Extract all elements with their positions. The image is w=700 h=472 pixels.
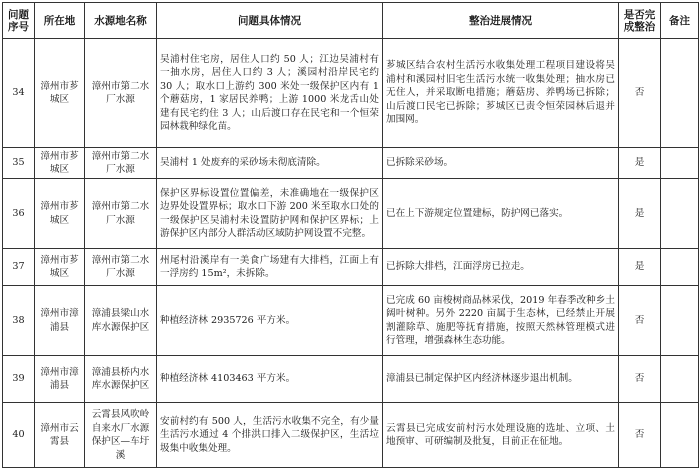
- row-problem: 州尾村沿溪岸有一美食广场建有大排档，江面上有一浮房约 15m²，未拆除。: [157, 249, 383, 286]
- row-progress: 漳浦县已制定保护区内经济林逐步退出机制。: [383, 356, 619, 403]
- row-note: [661, 179, 699, 249]
- row-no: 35: [3, 148, 35, 179]
- row-source: 漳州市第二水厂水源: [85, 249, 157, 286]
- header-done: 是否完成整治: [619, 3, 661, 39]
- row-no: 39: [3, 356, 35, 403]
- row-no: 37: [3, 249, 35, 286]
- row-problem: 保护区界标设置位置偏差，未准确地在一级保护区边界处设置界标；取水口下游 200 米至取水口处的一级保护区吴浦村未设置防护网和保护区界标；上游保护区内部分人群活动区域防护网设置不完整。: [157, 179, 383, 249]
- row-source: 漳州市第二水厂水源: [85, 179, 157, 249]
- row-note: [661, 356, 699, 403]
- row-no: 38: [3, 286, 35, 356]
- row-source: 漳浦县梁山水库水源保护区: [85, 286, 157, 356]
- row-problem: 吴浦村 1 处废弃的采砂场未彻底清除。: [157, 148, 383, 179]
- row-no: 36: [3, 179, 35, 249]
- row-no: 40: [3, 403, 35, 468]
- row-source: 漳州市第二水厂水源: [85, 148, 157, 179]
- row-done: 是: [619, 179, 661, 249]
- row-place: 漳州市芗城区: [35, 39, 85, 148]
- row-progress: 已拆除采砂场。: [383, 148, 619, 179]
- row-progress: 已在上下游规定位置建标，防护网已落实。: [383, 179, 619, 249]
- header-place: 所在地: [35, 3, 85, 39]
- header-progress: 整治进展情况: [383, 3, 619, 39]
- header-note: 备注: [661, 3, 699, 39]
- row-source: 云霄县风吹岭自来水厂水源保护区—车圩溪: [85, 403, 157, 468]
- table-row: [3, 403, 699, 468]
- row-place: 漳州市芗城区: [35, 179, 85, 249]
- row-done: 否: [619, 39, 661, 148]
- table-row: [3, 286, 699, 356]
- table-row: [3, 39, 699, 148]
- header-problem: 问题具体情况: [157, 3, 383, 39]
- row-done: 是: [619, 148, 661, 179]
- row-done: 否: [619, 356, 661, 403]
- row-done: 否: [619, 403, 661, 468]
- table-row: [3, 179, 699, 249]
- row-progress: 已完成 60 亩梭树商品林采伐，2019 年春季改种乡土阔叶树种。另外 2220 亩属于生态林，已经禁止开展割灌除草、施肥等抚育措施，按照天然林管理模式进行管理，增强森林生态功能。: [383, 286, 619, 356]
- row-note: [661, 249, 699, 286]
- table-row: [3, 249, 699, 286]
- row-note: [661, 403, 699, 468]
- row-no: 34: [3, 39, 35, 148]
- row-place: 漳州市芗城区: [35, 148, 85, 179]
- row-done: 否: [619, 286, 661, 356]
- row-source: 漳浦县桥内水库水源保护区: [85, 356, 157, 403]
- row-problem: 种植经济林 4103463 平方米。: [157, 356, 383, 403]
- row-place: 漳州市漳浦县: [35, 356, 85, 403]
- water-source-rectification-table: [2, 2, 699, 468]
- row-problem: 吴浦村住宅房，居住人口约 50 人；江边吴浦村有一抽水房，居住人口约 3 人；溪园村沿岸民宅约 30 人；取水口上游约 300 米处一级保护区内有 1 个蘑菇房，1 家居民养鸭；上游 1000 米龙舌山处建有民宅约住 3 人；山后渡口存在民宅和一个恒荣园林栽种绿化苗。: [157, 39, 383, 148]
- row-note: [661, 39, 699, 148]
- row-progress: 云霄县已完成安前村污水处理设施的选址、立项、土地预审、可研编制及批复，目前正在征地。: [383, 403, 619, 468]
- row-progress: 芗城区结合农村生活污水收集处理工程项目建设将吴浦村和溪园村旧宅生活污水统一收集处理；抽水房已无住人，并采取断电措施；蘑菇房、养鸭场已拆除；山后渡口民宅已拆除；芗城区已责令恒荣园林后退并加围网。: [383, 39, 619, 148]
- row-place: 漳州市芗城区: [35, 249, 85, 286]
- row-problem: 种植经济林 2935726 平方米。: [157, 286, 383, 356]
- header-source: 水源地名称: [85, 3, 157, 39]
- row-note: [661, 148, 699, 179]
- header-no: 问题序号: [3, 3, 35, 39]
- row-place: 漳州市云霄县: [35, 403, 85, 468]
- row-note: [661, 286, 699, 356]
- header-row: [3, 3, 699, 39]
- row-problem: 安前村约有 500 人，生活污水收集不完全，有少量生活污水通过 4 个排洪口排入二级保护区，生活垃圾集中收集处理。: [157, 403, 383, 468]
- row-source: 漳州市第二水厂水源: [85, 39, 157, 148]
- row-place: 漳州市漳浦县: [35, 286, 85, 356]
- row-progress: 已拆除大排档，江面浮房已拉走。: [383, 249, 619, 286]
- row-done: 是: [619, 249, 661, 286]
- table-row: [3, 356, 699, 403]
- table-row: [3, 148, 699, 179]
